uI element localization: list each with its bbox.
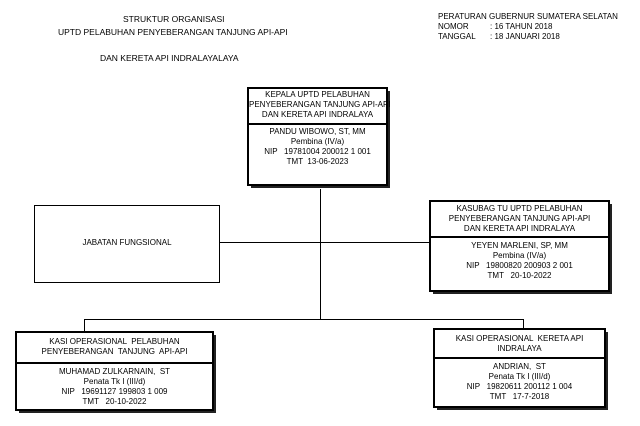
kasi-rail-nip: NIP 19820611 200112 1 004 bbox=[466, 382, 573, 391]
kasubag-title-line: DAN KERETA API INDRALAYA bbox=[463, 224, 576, 233]
connector-functional bbox=[218, 242, 320, 243]
kasi-rail-title-line: KASI OPERASIONAL KERETA API bbox=[455, 334, 584, 343]
connector-vertical-main bbox=[320, 189, 321, 320]
kasi-rail-title-line: INDRALAYA bbox=[497, 344, 542, 353]
kasubag-person-section bbox=[431, 238, 608, 281]
functional-label: JABATAN FUNGSIONAL bbox=[82, 238, 172, 247]
connector-kasi-harbor bbox=[84, 319, 85, 331]
head-rank: Pembina (IV/a) bbox=[290, 137, 345, 146]
head-title-line: DAN KERETA API INDRALAYA bbox=[261, 110, 374, 119]
head-nip: NIP 19781004 200012 1 001 bbox=[264, 147, 371, 156]
kasi-rail-rank: Penata Tk I (III/d) bbox=[488, 372, 551, 381]
head-tmt: TMT 13-06-2023 bbox=[286, 157, 349, 166]
head-title-section bbox=[249, 89, 391, 125]
kasi-harbor-box bbox=[15, 331, 214, 411]
kasubag-title-section bbox=[431, 202, 608, 238]
kasubag-rank: Pembina (IV/a) bbox=[492, 251, 547, 260]
head-name: PANDU WIBOWO, ST, MM bbox=[269, 127, 366, 136]
connector-kasubag bbox=[320, 242, 430, 243]
head-title-line: KEPALA UPTD PELABUHAN bbox=[265, 90, 370, 99]
kasi-harbor-person-section bbox=[17, 364, 212, 407]
kasi-harbor-rank: Penata Tk I (III/d) bbox=[83, 377, 146, 386]
regulation-number-value: : 16 TAHUN 2018 bbox=[490, 22, 553, 31]
kasi-harbor-tmt: TMT 20-10-2022 bbox=[82, 397, 147, 406]
kasi-rail-name: ANDRIAN, ST bbox=[493, 362, 546, 371]
kasi-rail-title-section bbox=[435, 330, 604, 359]
kasi-harbor-title-line: PENYEBERANGAN TANJUNG API-API bbox=[41, 347, 188, 356]
functional-box bbox=[34, 205, 220, 283]
kasubag-title-line: KASUBAG TU UPTD PELABUHAN bbox=[456, 204, 583, 213]
kasi-harbor-title-section bbox=[17, 333, 212, 364]
kasi-rail-box bbox=[433, 328, 606, 408]
regulation-name: PERATURAN GUBERNUR SUMATERA SELATAN bbox=[438, 12, 618, 21]
head-box bbox=[247, 87, 391, 186]
kasubag-nip: NIP 19800820 200903 2 001 bbox=[466, 261, 573, 270]
kasi-rail-tmt: TMT 17-7-2018 bbox=[489, 392, 550, 401]
org-title-line1: STRUKTUR ORGANISASI bbox=[123, 14, 225, 24]
head-title-line: PENYEBERANGAN TANJUNG API-API bbox=[249, 100, 391, 109]
org-title-line3: DAN KERETA API INDRALAYALAYA bbox=[100, 53, 239, 63]
regulation-date-value: : 18 JANUARI 2018 bbox=[490, 32, 560, 41]
regulation-number-row bbox=[438, 22, 618, 32]
regulation-date-label: TANGGAL bbox=[438, 32, 476, 41]
regulation-number-label: NOMOR bbox=[438, 22, 469, 31]
kasi-harbor-nip: NIP 19691127 199803 1 009 bbox=[61, 387, 168, 396]
kasubag-name: YEYEN MARLENI, SP, MM bbox=[471, 241, 568, 250]
connector-horizontal-bottom bbox=[84, 319, 524, 320]
kasi-rail-person-section bbox=[435, 359, 604, 402]
kasubag-tmt: TMT 20-10-2022 bbox=[487, 271, 552, 280]
head-person-section bbox=[249, 125, 386, 167]
regulation-reference bbox=[438, 12, 618, 42]
kasi-harbor-name: MUHAMAD ZULKARNAIN, ST bbox=[58, 367, 171, 376]
kasubag-title-line: PENYEBERANGAN TANJUNG API-API bbox=[448, 214, 591, 223]
kasubag-box bbox=[429, 200, 610, 292]
regulation-date-row bbox=[438, 32, 618, 42]
kasi-harbor-title-line: KASI OPERASIONAL PELABUHAN bbox=[49, 337, 180, 346]
connector-kasi-rail bbox=[523, 319, 524, 328]
org-title-line2: UPTD PELABUHAN PENYEBERANGAN TANJUNG API-API bbox=[58, 27, 288, 37]
